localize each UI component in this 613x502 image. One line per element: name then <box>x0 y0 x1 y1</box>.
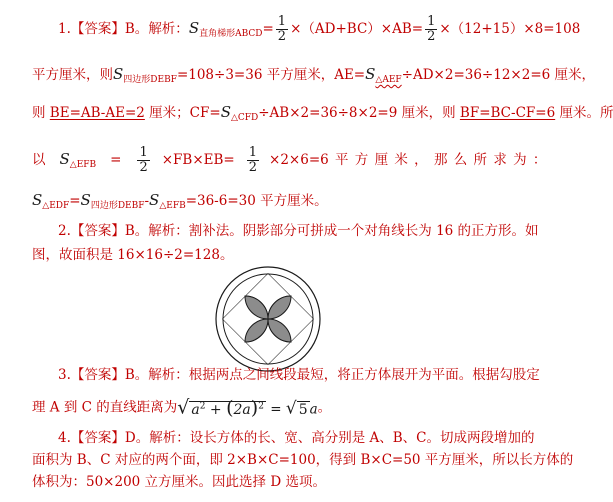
text-segment: 理 A 到 C 的直线距离为 <box>32 399 178 416</box>
area-symbol: S <box>32 191 43 209</box>
item4-line3: 体积为：50×200 立方厘米。因此选择 D 选项。 <box>32 474 326 490</box>
fraction-half <box>276 15 288 44</box>
denominator: 2 <box>139 160 148 175</box>
area-subscript: △CFD <box>230 113 259 123</box>
area-subscript: △EFB <box>69 160 97 170</box>
period: 。 <box>317 399 332 416</box>
denominator: 2 <box>248 160 258 175</box>
underlined-equation: BF=BC-CF=6 <box>459 105 556 121</box>
area-symbol: S <box>80 191 91 209</box>
text-segment: 则 <box>32 105 50 121</box>
text-segment: ÷AB×2=36÷8×2=9 厘米，则 <box>258 105 460 121</box>
area-subscript: △EFB <box>159 201 186 211</box>
numerator: 1 <box>277 14 287 29</box>
var-2a: 2a <box>233 401 251 418</box>
area-subscript: 四边形DEBF <box>90 201 145 211</box>
radicand <box>189 396 266 419</box>
formula-middle: ×（AD+BC）×AB= <box>290 21 424 37</box>
numerator: 1 <box>427 14 436 29</box>
area-symbol: S <box>113 65 124 83</box>
paren-right: ) <box>250 396 259 419</box>
equals: = <box>110 152 122 168</box>
formula-tail: ×2×6=6 平 方 厘 米 ， 那 么 所 求 为 ： <box>269 152 547 168</box>
item1-line3 <box>32 104 613 126</box>
numerator: 1 <box>139 145 148 160</box>
text-segment: 平方厘米，则 <box>32 67 113 83</box>
area-symbol: S <box>220 103 231 121</box>
area-subscript: 直角梯形ABCD <box>199 29 263 39</box>
area-subscript: △AEF <box>375 75 402 85</box>
distance-formula <box>177 398 317 418</box>
radical-sign: √ <box>285 398 297 419</box>
underlined-equation: BE=AB-AE=2 <box>49 105 145 121</box>
item4-line1: 4.【答案】D。解析：设长方体的长、宽、高分别是 A、B、C。切成两段增加的 <box>58 430 535 446</box>
paren-left: ( <box>226 396 234 419</box>
item3-line2 <box>32 398 331 418</box>
text-segment: =108÷3=36 平方厘米，AE= <box>176 67 366 83</box>
item1-line5 <box>32 192 328 214</box>
fraction-half <box>137 146 149 175</box>
item3-line1: 3.【答案】B。解析：根据两点之间线段最短，将正方体展开为平面。根据勾股定 <box>58 367 540 383</box>
shaded-circle-figure <box>213 264 323 374</box>
area-symbol: S <box>365 65 376 83</box>
area-symbol: S <box>149 191 160 209</box>
answer-label: 【答案】B。 <box>70 21 149 37</box>
equals: = <box>69 193 81 209</box>
exponent: 2 <box>199 401 206 411</box>
equals: = <box>265 401 286 418</box>
radical-sign: √ <box>177 396 190 419</box>
fraction-half <box>247 146 259 175</box>
formula-middle: ×FB×EB= <box>161 152 235 168</box>
text-segment: 厘米；CF= <box>144 105 221 121</box>
var-a: a <box>191 401 200 418</box>
radicand-5: 5 <box>298 401 308 418</box>
text-segment: ÷AD×2=36÷12×2=6 厘米， <box>401 67 596 83</box>
fraction-half <box>425 15 437 44</box>
text-segment: 以 <box>32 152 46 168</box>
item2-line1: 2.【答案】B。解析：割补法。阴影部分可拼成一个对角线长为 16 的正方形。如 <box>58 223 539 239</box>
item1-line2 <box>32 66 595 88</box>
formula-tail: =36-6=30 平方厘米。 <box>185 193 328 209</box>
exponent: 2 <box>258 401 264 411</box>
numerator: 1 <box>248 145 258 160</box>
plus: + <box>205 401 227 418</box>
area-symbol: S <box>59 150 70 168</box>
formula-tail: ×（12+15）×8=108 <box>439 21 581 37</box>
var-a: a <box>309 401 318 418</box>
analysis-label: 解析： <box>148 21 189 37</box>
denominator: 2 <box>277 29 287 44</box>
equals: = <box>262 21 274 37</box>
text-segment: 厘米。所 <box>555 105 613 121</box>
item4-line2: 面积为 B、C 对应的两个面，即 2×B×C=100，得到 B×C=50 平方厘米，所以长方体的 <box>32 452 574 468</box>
item1-line1 <box>58 15 580 44</box>
item2-line2: 图，故面积是 16×16÷2=128。 <box>32 247 234 263</box>
denominator: 2 <box>427 29 436 44</box>
item1-line4 <box>32 146 546 175</box>
area-subscript: △EDF <box>42 201 70 211</box>
area-symbol: S <box>188 19 200 37</box>
item-number: 1. <box>58 21 71 37</box>
minus: - <box>144 193 150 209</box>
area-subscript: 四边形DEBF <box>123 75 177 85</box>
